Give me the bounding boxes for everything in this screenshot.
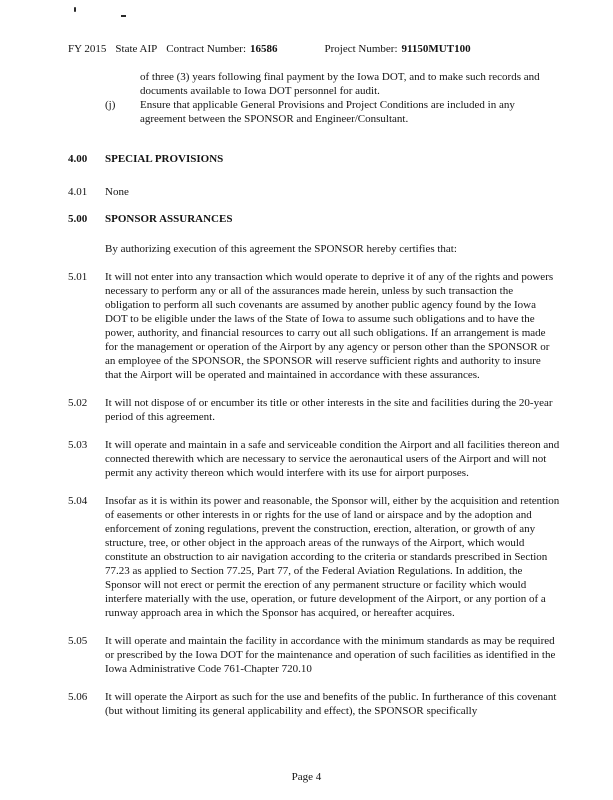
assurance-paragraph xyxy=(68,634,560,676)
assurance-number: 5.05 xyxy=(68,635,88,647)
section-number: 4.00 xyxy=(68,153,88,165)
assurance-text: It will not enter into any transaction which would operate to deprive it of any of the rights and powers necessary to perform any or all of the assurances made herein, unless by such transaction the obligation to perform all such covenants are assumed by another public agency found by the Iowa DOT to be eligible under the laws of the State of Iowa to assume such obligations and to have the power, authority, and financial resources to carry out all such obligations. If an arrangement is made for the management or operation of the Airport by any agency or person other than the SPONSOR or an employee of the SPONSOR, the SPONSOR will reserve sufficient rights and authority to insure that the Airport will be operated and maintained in accordance with these assurances. xyxy=(105,271,554,381)
section-sponsor-assurances-heading xyxy=(68,212,560,226)
assurance-number: 5.02 xyxy=(68,397,88,409)
section-number: 4.01 xyxy=(68,186,88,198)
scan-artifact-mark xyxy=(121,15,126,17)
assurance-text: It will operate and maintain the facility in accordance with the minimum standards as may be required or prescribed by the Iowa DOT for the maintenance and operation of such facilities as identified in the Iowa Administrative Code 761-Chapter 720.10 xyxy=(105,635,556,675)
assurance-paragraph xyxy=(68,690,560,718)
project-number-value: 91150MUT100 xyxy=(401,43,471,55)
list-item-j-label: (j) xyxy=(105,99,116,111)
program-label: State AIP xyxy=(115,43,158,55)
contract-number-label: Contract Number: xyxy=(166,43,247,55)
assurance-text: It will operate and maintain in a safe and serviceable condition the Airport and all facilities thereon and connected therewith which are necessary to service the aeronautical users of the Airport and will not permit any activity thereon which would interfere with its use for airport purposes. xyxy=(105,439,560,479)
section-number: 5.00 xyxy=(68,213,88,225)
document-header xyxy=(68,42,560,56)
assurance-paragraph xyxy=(68,438,560,480)
section-title: SPONSOR ASSURANCES xyxy=(105,213,233,225)
assurance-number: 5.03 xyxy=(68,439,88,451)
assurance-number: 5.01 xyxy=(68,271,88,283)
assurance-text: Insofar as it is within its power and reasonable, the Sponsor will, either by the acquisition and retention of easements or other interests in or rights for the use of land or airspace and by the adoption and enforcement of zoning regulations, prevent the construction, erection, alteration, or growth of any structure, tree, or other object in the approach areas of the runways of the Airport, which would constitute an obstruction to air navigation according to the criteria or standards prescribed in Section 77.23 as applied to Section 77.25, Part 77, of the Federal Aviation Regulations. In addition, the Sponsor will not erect or permit the erection of any permanent structure or facility which would interfere materially with the use, operation, or future development of the Airport, or any portion of a runway approach area in which the Sponsor has acquired, or hereafter acquires. xyxy=(105,495,560,619)
item-i-continuation-text: of three (3) years following final payment by the Iowa DOT, and to make such records and documents available to Iowa DOT personnel for audit. xyxy=(140,71,540,97)
list-item-j-text: Ensure that applicable General Provisions and Project Conditions are included in any agreement between the SPONSOR and Engineer/Consultant. xyxy=(140,99,515,125)
section-title: SPECIAL PROVISIONS xyxy=(105,153,224,165)
assurance-paragraph xyxy=(68,270,560,382)
scan-artifact-mark xyxy=(74,7,76,12)
assurance-number: 5.06 xyxy=(68,691,88,703)
assurance-text: It will operate the Airport as such for the use and benefits of the public. In furtherance of this covenant (but without limiting its general applicability and effect), the SPONSOR specifically xyxy=(105,691,557,717)
page-number: Page 4 xyxy=(291,771,322,783)
section-special-provisions-heading xyxy=(68,152,560,166)
assurance-text: It will not dispose of or encumber its title or other interests in the site and facilities during the 20-year period of this agreement. xyxy=(105,397,553,423)
assurances-intro-text: By authorizing execution of this agreement the SPONSOR hereby certifies that: xyxy=(105,243,457,255)
list-item-j xyxy=(105,98,560,126)
assurance-number: 5.04 xyxy=(68,495,88,507)
project-number-label: Project Number: xyxy=(324,43,398,55)
section-special-provisions-item xyxy=(68,185,560,199)
section-text: None xyxy=(105,186,129,198)
contract-number-value: 16586 xyxy=(250,43,278,55)
assurance-paragraph xyxy=(68,396,560,424)
assurance-paragraph xyxy=(68,494,560,620)
fiscal-year-label: FY 2015 xyxy=(68,43,107,55)
